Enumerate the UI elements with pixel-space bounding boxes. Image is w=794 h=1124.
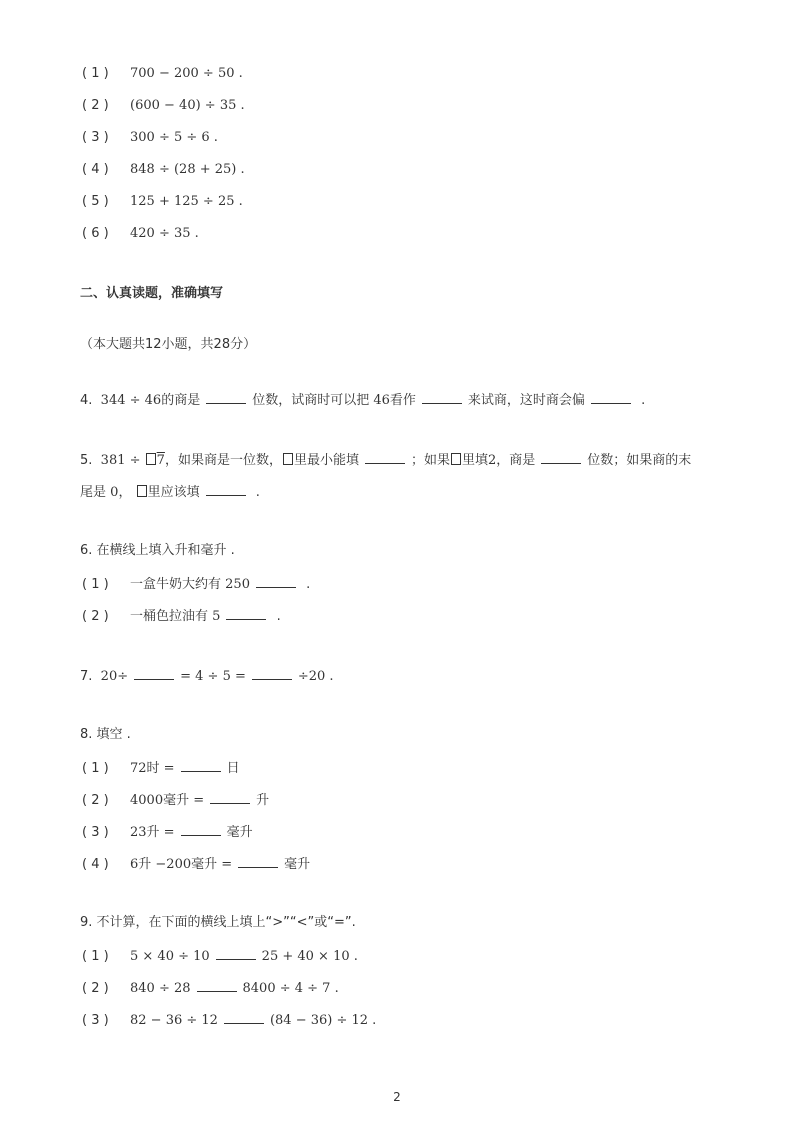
answer-blank[interactable] <box>181 759 221 772</box>
item-number: ( 2 ) <box>82 793 109 808</box>
expression: 840 ÷ 28 <box>130 981 191 996</box>
text: 的商是 <box>161 393 201 408</box>
box-icon <box>137 485 147 497</box>
text: 里最小能填 <box>293 453 359 468</box>
expression: 82 − 36 ÷ 12 <box>130 1013 218 1028</box>
calc-item-4 <box>82 162 245 178</box>
expression: 700 − 200 ÷ 50 . <box>130 66 243 81</box>
answer-blank[interactable] <box>134 667 174 680</box>
expression: 344 ÷ 46 <box>100 393 162 408</box>
answer-blank[interactable] <box>365 451 405 464</box>
expression: (600 − 40) ÷ 35 . <box>130 98 245 113</box>
answer-blank[interactable] <box>224 1011 264 1024</box>
question-4 <box>80 391 645 409</box>
question-5-line-2 <box>80 483 260 501</box>
number: 0 <box>110 485 119 500</box>
item-number: ( 4 ) <box>82 162 109 177</box>
text: 一盒牛奶大约有 <box>130 577 222 592</box>
answer-blank[interactable] <box>216 947 256 960</box>
item-number: ( 1 ) <box>82 761 109 776</box>
section-note: （本大题共12小题，共28分） <box>80 337 257 352</box>
answer-blank[interactable] <box>210 791 250 804</box>
expression: 20÷ <box>100 669 129 684</box>
question-9-item-3 <box>82 1011 376 1029</box>
box-icon <box>283 453 293 465</box>
item-number: ( 2 ) <box>82 981 109 996</box>
text: 位数；如果商的末 <box>587 453 692 468</box>
question-8-title: 8. 填空 . <box>80 727 131 742</box>
question-number: 7. <box>80 669 93 684</box>
expression: 6升 −200毫升 = <box>130 857 233 872</box>
question-6-item-1 <box>82 575 310 593</box>
expression: 23升 = <box>130 825 175 840</box>
text: 位数，试商时可以把 <box>252 393 370 408</box>
text: 来试商，这时商会偏 <box>467 393 585 408</box>
item-number: ( 5 ) <box>82 194 109 209</box>
answer-blank[interactable] <box>206 483 246 496</box>
text: 尾是 <box>80 485 107 500</box>
calc-item-1 <box>82 66 243 82</box>
question-8-item-1 <box>82 759 240 777</box>
text: . <box>255 485 260 500</box>
item-number: ( 3 ) <box>82 130 109 145</box>
answer-blank[interactable] <box>591 391 631 404</box>
expression: 8400 ÷ 4 ÷ 7 . <box>242 981 339 996</box>
question-number: 4. <box>80 393 93 408</box>
calc-item-5 <box>82 194 243 210</box>
expression: 125 + 125 ÷ 25 . <box>130 194 243 209</box>
expression: ÷20 . <box>297 669 334 684</box>
item-number: ( 3 ) <box>82 1013 109 1028</box>
number: 46 <box>373 393 390 408</box>
question-5 <box>80 451 691 469</box>
section-heading: 二、认真读题，准确填写 <box>80 286 224 301</box>
expression: (84 − 36) ÷ 12 . <box>269 1013 377 1028</box>
question-9-title: 9. 不计算，在下面的横线上填上“>”“<”或“=”. <box>80 915 356 930</box>
answer-blank[interactable] <box>238 855 278 868</box>
text: ，如果商是一位数， <box>164 453 282 468</box>
item-number: ( 2 ) <box>82 98 109 113</box>
number: 2 <box>488 453 497 468</box>
number: 5 <box>212 609 221 624</box>
text: . <box>306 577 311 592</box>
box-icon <box>451 453 461 465</box>
question-8-item-4 <box>82 855 310 873</box>
box-icon <box>146 453 156 465</box>
question-6-item-2 <box>82 607 281 625</box>
question-8-item-3 <box>82 823 253 841</box>
page-number: 2 <box>393 1090 401 1104</box>
answer-blank[interactable] <box>206 391 246 404</box>
expression: 5 × 40 ÷ 10 <box>130 949 210 964</box>
expression: 72时 = <box>130 761 175 776</box>
answer-blank[interactable] <box>256 575 296 588</box>
item-number: ( 6 ) <box>82 226 109 241</box>
answer-blank[interactable] <box>252 667 292 680</box>
item-number: ( 2 ) <box>82 609 109 624</box>
unit: 毫升 <box>226 825 253 840</box>
expression: 25 + 40 × 10 . <box>261 949 358 964</box>
text: 里填 <box>461 453 488 468</box>
item-number: ( 4 ) <box>82 857 109 872</box>
item-number: ( 1 ) <box>82 577 109 592</box>
text: . <box>276 609 281 624</box>
item-number: ( 1 ) <box>82 949 109 964</box>
expression: 381 ÷ <box>100 453 141 468</box>
question-8-item-2 <box>82 791 269 809</box>
item-number: ( 3 ) <box>82 825 109 840</box>
text: 一桶色拉油有 <box>130 609 209 624</box>
text: ；如果 <box>410 453 450 468</box>
question-number: 5. <box>80 453 93 468</box>
expression: 300 ÷ 5 ÷ 6 . <box>130 130 218 145</box>
calc-item-6 <box>82 226 199 242</box>
text: ， <box>118 485 132 500</box>
dividend-with-box <box>145 453 165 468</box>
expression: 4000毫升 = <box>130 793 205 808</box>
calc-item-2 <box>82 98 245 114</box>
calc-item-3 <box>82 130 218 146</box>
answer-blank[interactable] <box>197 979 237 992</box>
number: 7 <box>156 453 165 468</box>
answer-blank[interactable] <box>422 391 462 404</box>
question-7 <box>80 667 334 685</box>
question-9-item-2 <box>82 979 339 997</box>
unit: 日 <box>226 761 240 776</box>
expression: 848 ÷ (28 + 25) . <box>130 162 245 177</box>
expression: = 4 ÷ 5 = <box>180 669 246 684</box>
answer-blank[interactable] <box>226 607 266 620</box>
number: 250 <box>225 577 250 592</box>
item-number: ( 1 ) <box>82 66 109 81</box>
question-9-item-1 <box>82 947 358 965</box>
text: 看作 <box>389 393 416 408</box>
unit: 升 <box>256 793 270 808</box>
expression: 420 ÷ 35 . <box>130 226 199 241</box>
answer-blank[interactable] <box>541 451 581 464</box>
unit: 毫升 <box>284 857 311 872</box>
question-6-title: 6. 在横线上填入升和毫升 . <box>80 543 235 558</box>
answer-blank[interactable] <box>181 823 221 836</box>
text: ，商是 <box>496 453 536 468</box>
text: 里应该填 <box>147 485 200 500</box>
text: . <box>641 393 646 408</box>
